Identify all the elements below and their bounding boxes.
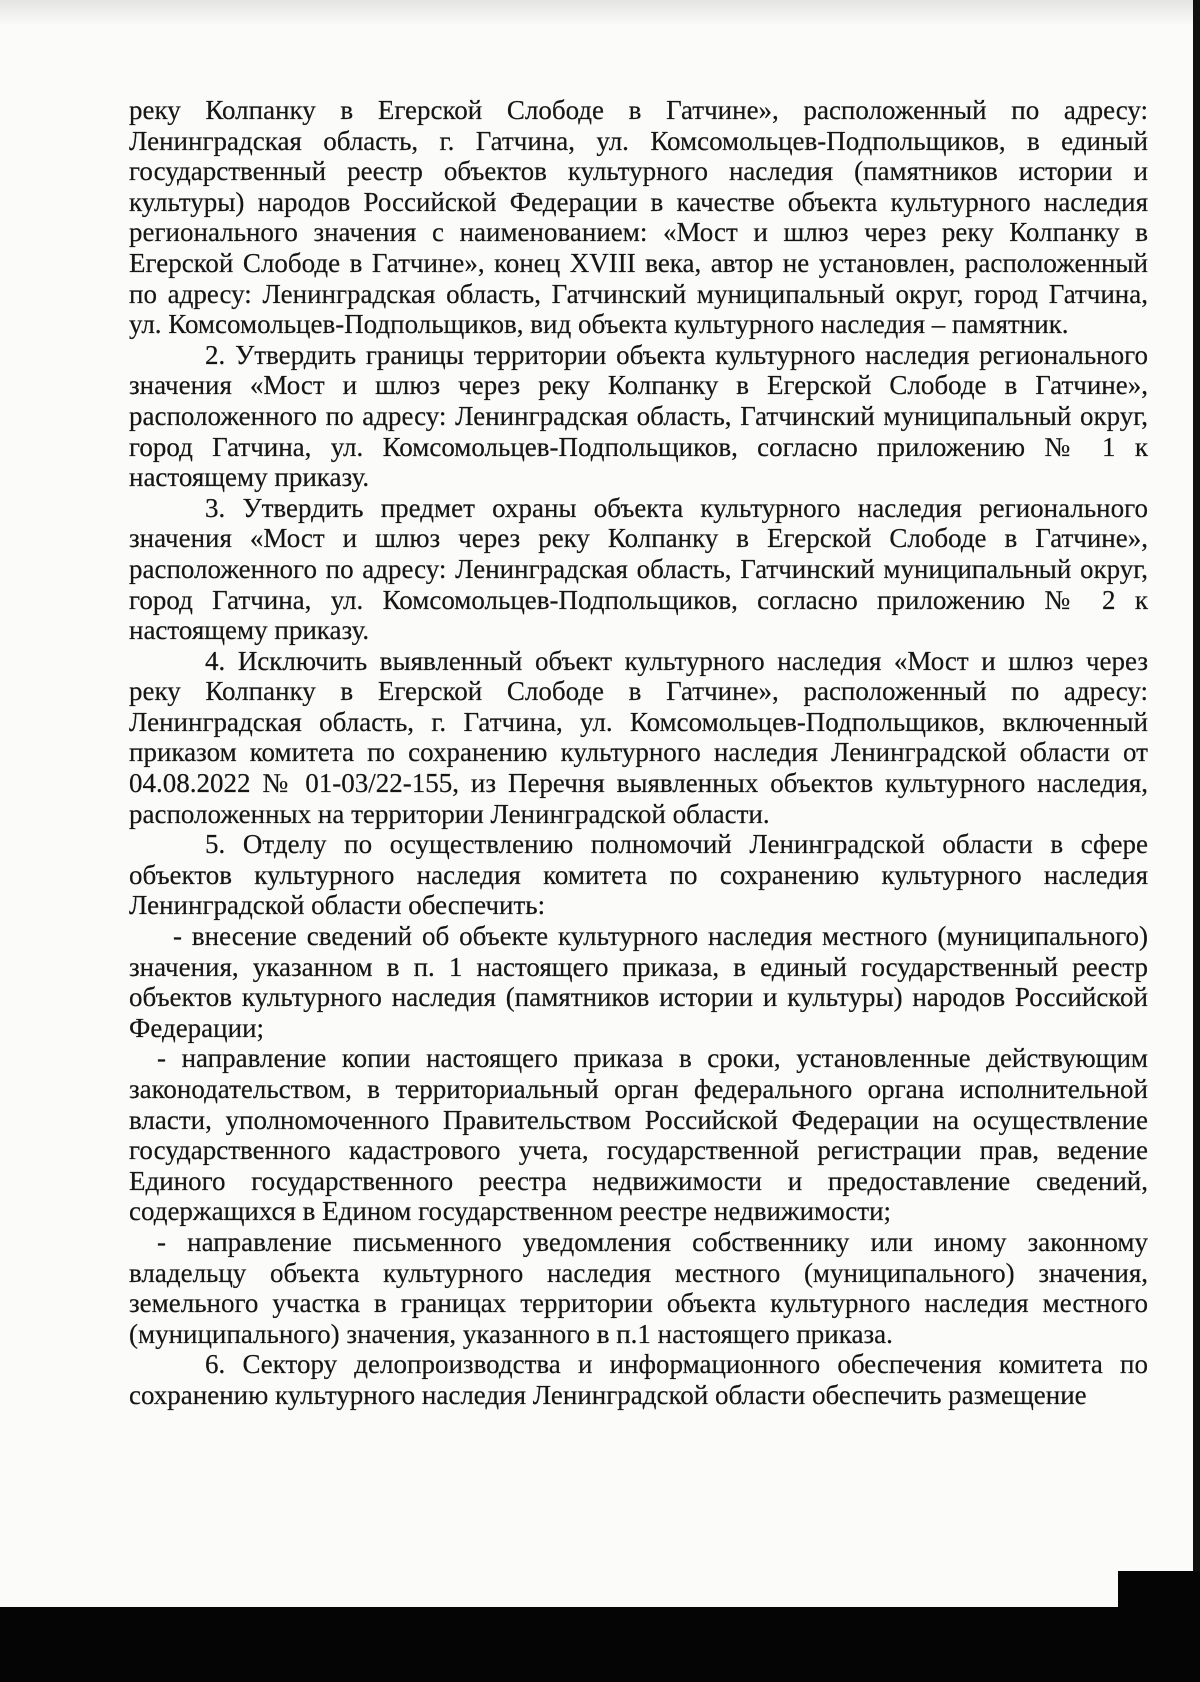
scan-right-edge [1193,0,1200,1682]
paragraph-item-5-dash-3: - направление письменного уведомления собственнику или иному законному владельцу объекта культурного наследия местного (муниципального) значения, земельного участка в границах территории объекта культурного наследия местного (муниципального) значения, указанного в п.1 настоящего приказа. [129,1226,1148,1349]
paragraph-item-5-dash-2: - направление копии настоящего приказа в сроки, установленные действующим законодательством, в территориальный орган федерального органа исполнительной власти, уполномоченного Правительством Российской Федерации на осуществление государственного кадастрового учета, государственной регистрации прав, ведение Единого государственного реестра недвижимости и предоставление сведений, содержащихся в Едином государственном реестре недвижимости; [129,1043,1148,1227]
paragraph-item-4: 4. Исключить выявленный объект культурного наследия «Мост и шлюз через реку Колпанку в Егерской Слободе в Гатчине», расположенный по адресу: Ленинградская область, г. Гатчина, ул. Комсомольцев-Подпольщиков, включенный приказом комитета по сохранению культурного наследия Ленинградской области от 04.08.2022 № 01-03/22-155, из Перечня выявленных объектов культурного наследия, расположенных на территории Ленинградской области. [129,645,1148,829]
paragraph-item-6: 6. Сектору делопроизводства и информационного обеспечения комитета по сохранению культурного наследия Ленинградской области обеспечить размещение [129,1349,1148,1410]
scan-bottom-step [1118,1571,1200,1607]
paragraph-continuation: реку Колпанку в Егерской Слободе в Гатчине», расположенный по адресу: Ленинградская область, г. Гатчина, ул. Комсомольцев-Подпольщиков, в единый государственный реестр объектов культурного наследия (памятников истории и культуры) народов Российской Федерации в качестве объекта культурного наследия регионального значения с наименованием: «Мост и шлюз через реку Колпанку в Егерской Слободе в Гатчине», конец XVIII века, автор не установлен, расположенный по адресу: Ленинградская область, Гатчинский муниципальный округ, город Гатчина, ул. Комсомольцев-Подпольщиков, вид объекта культурного наследия – памятник. [129,95,1148,340]
paragraph-item-2: 2. Утвердить границы территории объекта культурного наследия регионального значения «Мост и шлюз через реку Колпанку в Егерской Слободе в Гатчине», расположенного по адресу: Ленинградская область, Гатчинский муниципальный округ, город Гатчина, ул. Комсомольцев-Подпольщиков, согласно приложению № 1 к настоящему приказу. [129,339,1148,493]
paragraph-item-3: 3. Утвердить предмет охраны объекта культурного наследия регионального значения «Мост и шлюз через реку Колпанку в Егерской Слободе в Гатчине», расположенного по адресу: Ленинградская область, Гатчинский муниципальный округ, город Гатчина, ул. Комсомольцев-Подпольщиков, согласно приложению № 2 к настоящему приказу. [129,492,1148,646]
paragraph-item-5: 5. Отделу по осуществлению полномочий Ленинградской области в сфере объектов культурного наследия комитета по сохранению культурного наследия Ленинградской области обеспечить: [129,829,1148,921]
paragraph-item-5-dash-1: - внесение сведений об объекте культурного наследия местного (муниципального) значения, указанном в п. 1 настоящего приказа, в единый государственный реестр объектов культурного наследия (памятников истории и культуры) народов Российской Федерации; [129,921,1148,1043]
scan-bottom-border [0,1607,1200,1682]
document-body [129,95,1148,1411]
scan-top-shadow [0,0,1200,26]
